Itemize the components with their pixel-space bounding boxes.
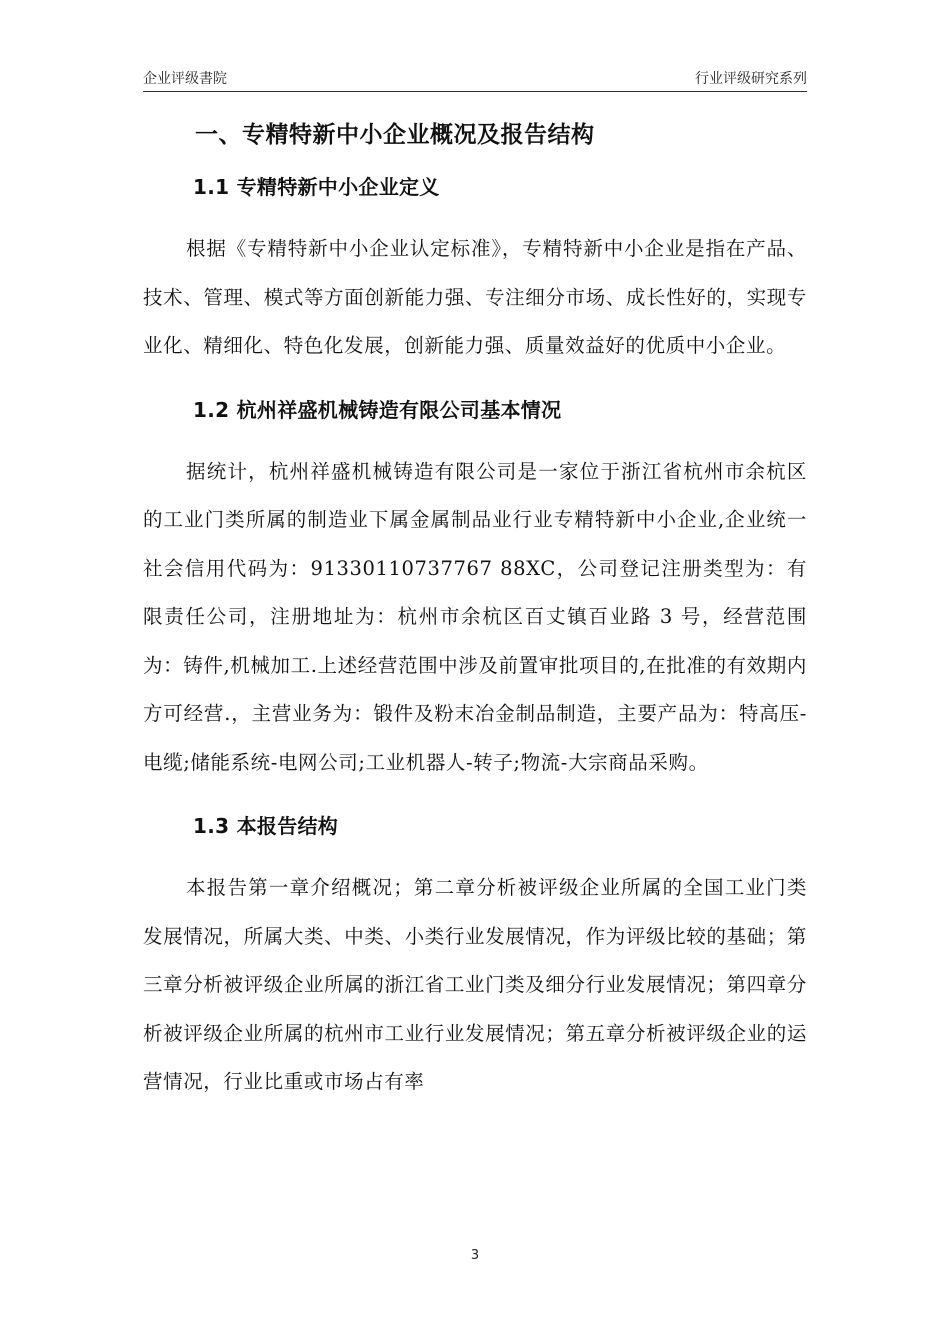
section-paragraph-1-1: 根据《专精特新中小企业认定标准》，专精特新中小企业是指在产品、技术、管理、模式等方面创新能力强、专注细分市场、成长性好的，实现专业化、精细化、特色化发展，创新能力强、质量效益好的优质中小企业。 xyxy=(143,237,807,357)
page-body xyxy=(143,110,807,1107)
section-heading-1-3: 1.3 本报告结构 xyxy=(193,814,339,838)
chapter-title: 一、专精特新中小企业概况及报告结构 xyxy=(195,122,595,148)
header-right-text: 行业评级研究系列 xyxy=(695,71,807,87)
section-heading-1-1: 1.1 专精特新中小企业定义 xyxy=(193,175,440,199)
header-left-text: 企业评级書院 xyxy=(143,71,227,87)
section-heading-1-2: 1.2 杭州祥盛机械铸造有限公司基本情况 xyxy=(193,397,562,422)
page-header xyxy=(143,66,807,90)
section-paragraph-1-2: 据统计，杭州祥盛机械铸造有限公司是一家位于浙江省杭州市余杭区的工业门类所属的制造业下属金属制品业行业专精特新中小企业,企业统一社会信用代码为：91330110737767 88XC，公司登记注册类型为：有限责任公司，注册地址为：杭州市余杭区百丈镇百业路 3 号，经营范围为：铸件,机械加工.上述经营范围中涉及前置审批项目的,在批准的有效期内方可经营.，主营业务为：锻件及粉末冶金制品制造，主要产品为：特高压-电缆;储能系统-电网公司;工业机器人-转子;物流-大宗商品采购。 xyxy=(143,459,807,774)
section-paragraph-1-3: 本报告第一章介绍概况；第二章分析被评级企业所属的全国工业门类发展情况，所属大类、中类、小类行业发展情况，作为评级比较的基础；第三章分析被评级企业所属的浙江省工业门类及细分行业发展情况；第四章分析被评级企业所属的杭州市工业行业发展情况；第五章分析被评级企业的运营情况，行业比重或市场占有率 xyxy=(143,876,807,1093)
header-divider xyxy=(143,91,807,92)
page-number: 3 xyxy=(470,1248,480,1263)
